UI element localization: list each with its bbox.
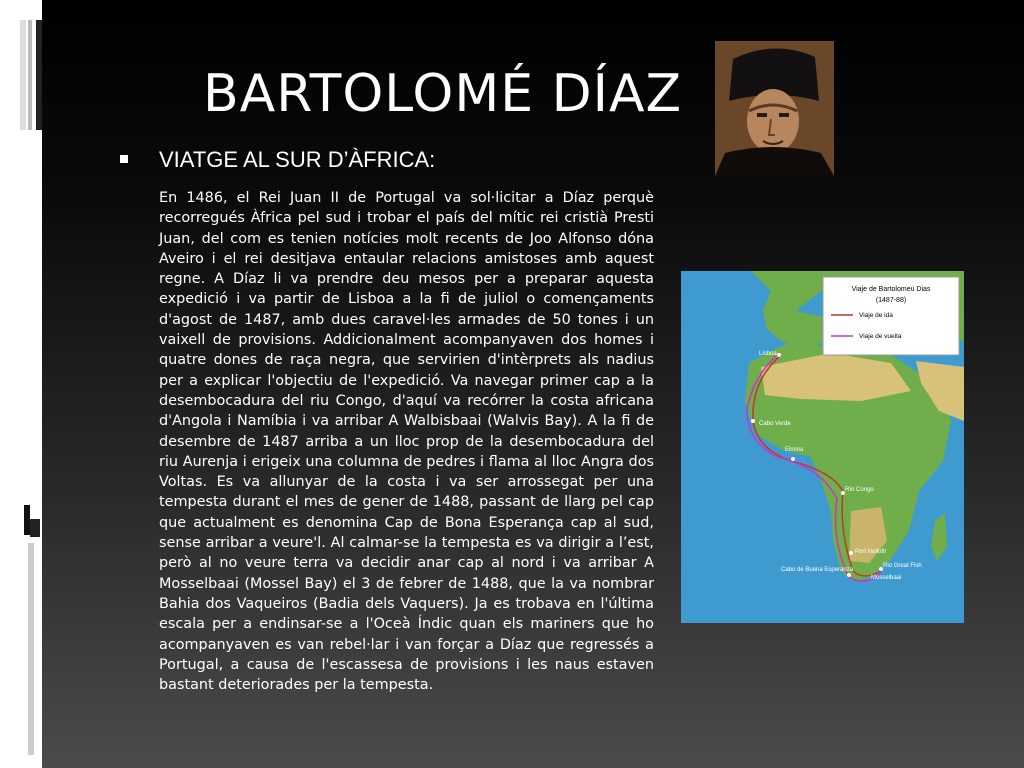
decorative-bars-bottom [24,505,42,755]
place-cabo-verde: Cabo Verde [759,421,791,427]
decorative-bars-top [20,20,42,130]
place-mosselbaai: Mosselbaai [871,575,902,581]
place-elmina: Elmina [785,447,804,453]
voyage-map [681,271,964,623]
place-port-nolloth: Port Nolloth [855,549,887,555]
legend-years: (1487-88) [875,297,907,304]
slide-subtitle: VIATGE AL SUR D’ÀFRICA: [159,147,436,172]
slide-title: BARTOLOMÉ DÍAZ [203,64,683,124]
legend-title: Viaje de Bartolomeu Dias [851,286,931,293]
place-rio-great-fish: Rio Great Fish [883,563,922,569]
body-text: En 1486, el Rei Juan II de Portugal va sol·licitar a Díaz perquè recorregués Àfrica pel sud i trobar el país del mític rei cristià Presti Juan, del com es tenien notícies molt recents de Joo Alfonso dóna Aveiro i el rei desitjava entaular relacions amistoses amb aquest regne. A Díaz li va prendre deu mesos per a preparar aquesta expedició i va partir de Lisboa a la fi de juliol o començaments d'agost de 1487, amb dues caravel·les armades de 50 tones i un vaixell de provisions. Addicionalment acompanyaven dos homes i quatre dones de raça negra, que servirien d'intèrprets als nadius per a explicar l'objectiu de l'expedició. Va navegar primer cap a la desembocadura del riu Congo, d'aquí va recórrer la costa africana d'Angola i Namíbia i va arribar A Walbisbaai (Walvis Bay). A la fi de desembre de 1487 arriba a un lloc prop de la desembocadura del riu Aurenja i erigeix una columna de pedres i flama al lloc Angra dos Voltas. Es va allunyar de la costa i va ser arrossegat per una tempesta durant el mes de gener de 1488, passant de llarg pel cap que actualment es denomina Cap de Bona Esperança cap al sud, sense arribar a veure'l. Al calmar-se la tempesta es va dirigir a l’est, però al no veure terra va decidir anar cap al nord i va arribar A Mosselbaai (Mossel Bay) el 3 de febrer de 1488, que la va nombrar Bahia dos Vaqueiros (Badia dels Vaquers). Ja es trobava en l'última escala per a endinsar-se a l'Oceà Índic quan els mariners que ho acompanyaven es van rebel·lar i van forçar a Díaz que regressés a Portugal, a causa de l'escassesa de provisions i les naus estaven bastant deteriorades per la tempesta. [159,190,654,694]
portrait-image [715,41,834,176]
bullet-square [120,155,128,163]
place-rio-congo: Río Congo [845,487,874,493]
place-cabo-buena-esperanza: Cabo de Buena Esperanza [781,567,854,573]
legend-ida: Viaje de ida [859,312,893,319]
legend-vuelta: Viaje de vuelta [859,333,902,340]
place-lisboa: Lisboa [759,351,777,357]
